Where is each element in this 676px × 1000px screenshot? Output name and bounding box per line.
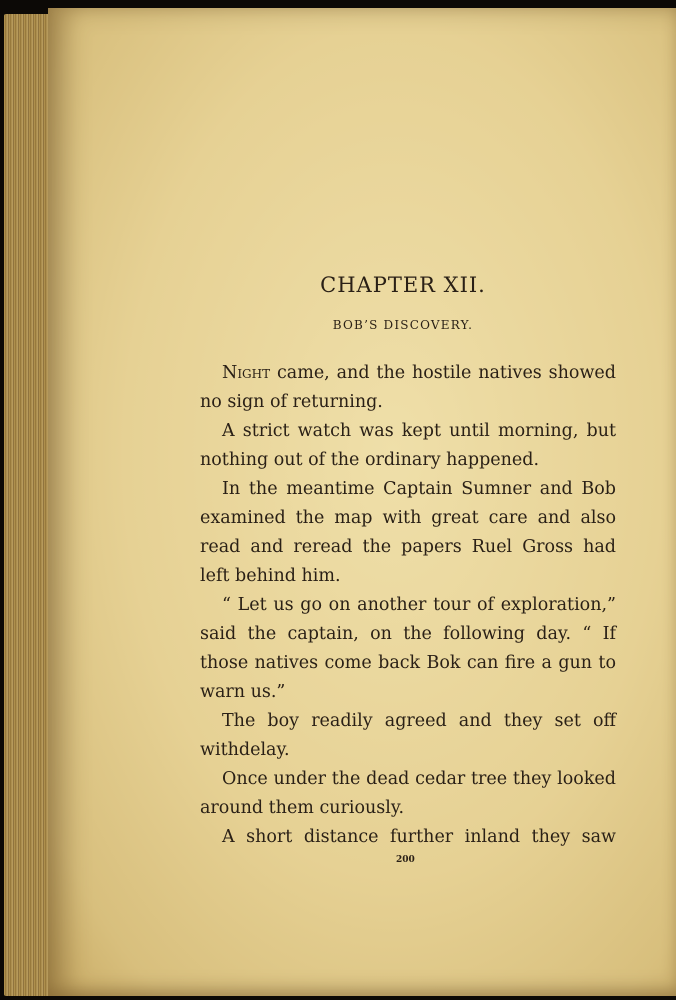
paragraph-text: The boy readily agreed and they set off withdelay. (200, 711, 616, 760)
chapter-title: CHAPTER XII. (320, 273, 486, 297)
paragraph (200, 765, 616, 823)
chapter-body (200, 359, 616, 852)
paragraph (200, 475, 616, 591)
chapter-subtitle: BOB’S DISCOVERY. (332, 318, 474, 332)
paragraph-text: Once under the dead cedar tree they looked around them curiously. (200, 769, 616, 818)
paragraph (200, 417, 616, 475)
paragraph-text: A strict watch was kept until morning, but nothing out of the ordinary happened. (200, 421, 616, 470)
paragraph-text: A short distance further inland they saw (222, 827, 616, 847)
paragraph-text: In the meantime Captain Sumner and Bob examined the map with great care and also read and reread the papers Ruel Gross had left behind him. (200, 479, 616, 586)
paragraph (200, 359, 616, 417)
paragraph-text: “ Let us go on another tour of exploration,” said the captain, on the following day. “ If those natives come back Bok can fire a gun to warn us.” (200, 595, 616, 702)
paragraph-lead: Night (222, 363, 271, 383)
paragraph (200, 707, 616, 765)
page-number: 200 (396, 855, 415, 865)
paragraph (200, 823, 616, 852)
paragraph (200, 591, 616, 707)
paragraph-text: came, and the hostile natives showed no sign of returning. (200, 363, 616, 412)
